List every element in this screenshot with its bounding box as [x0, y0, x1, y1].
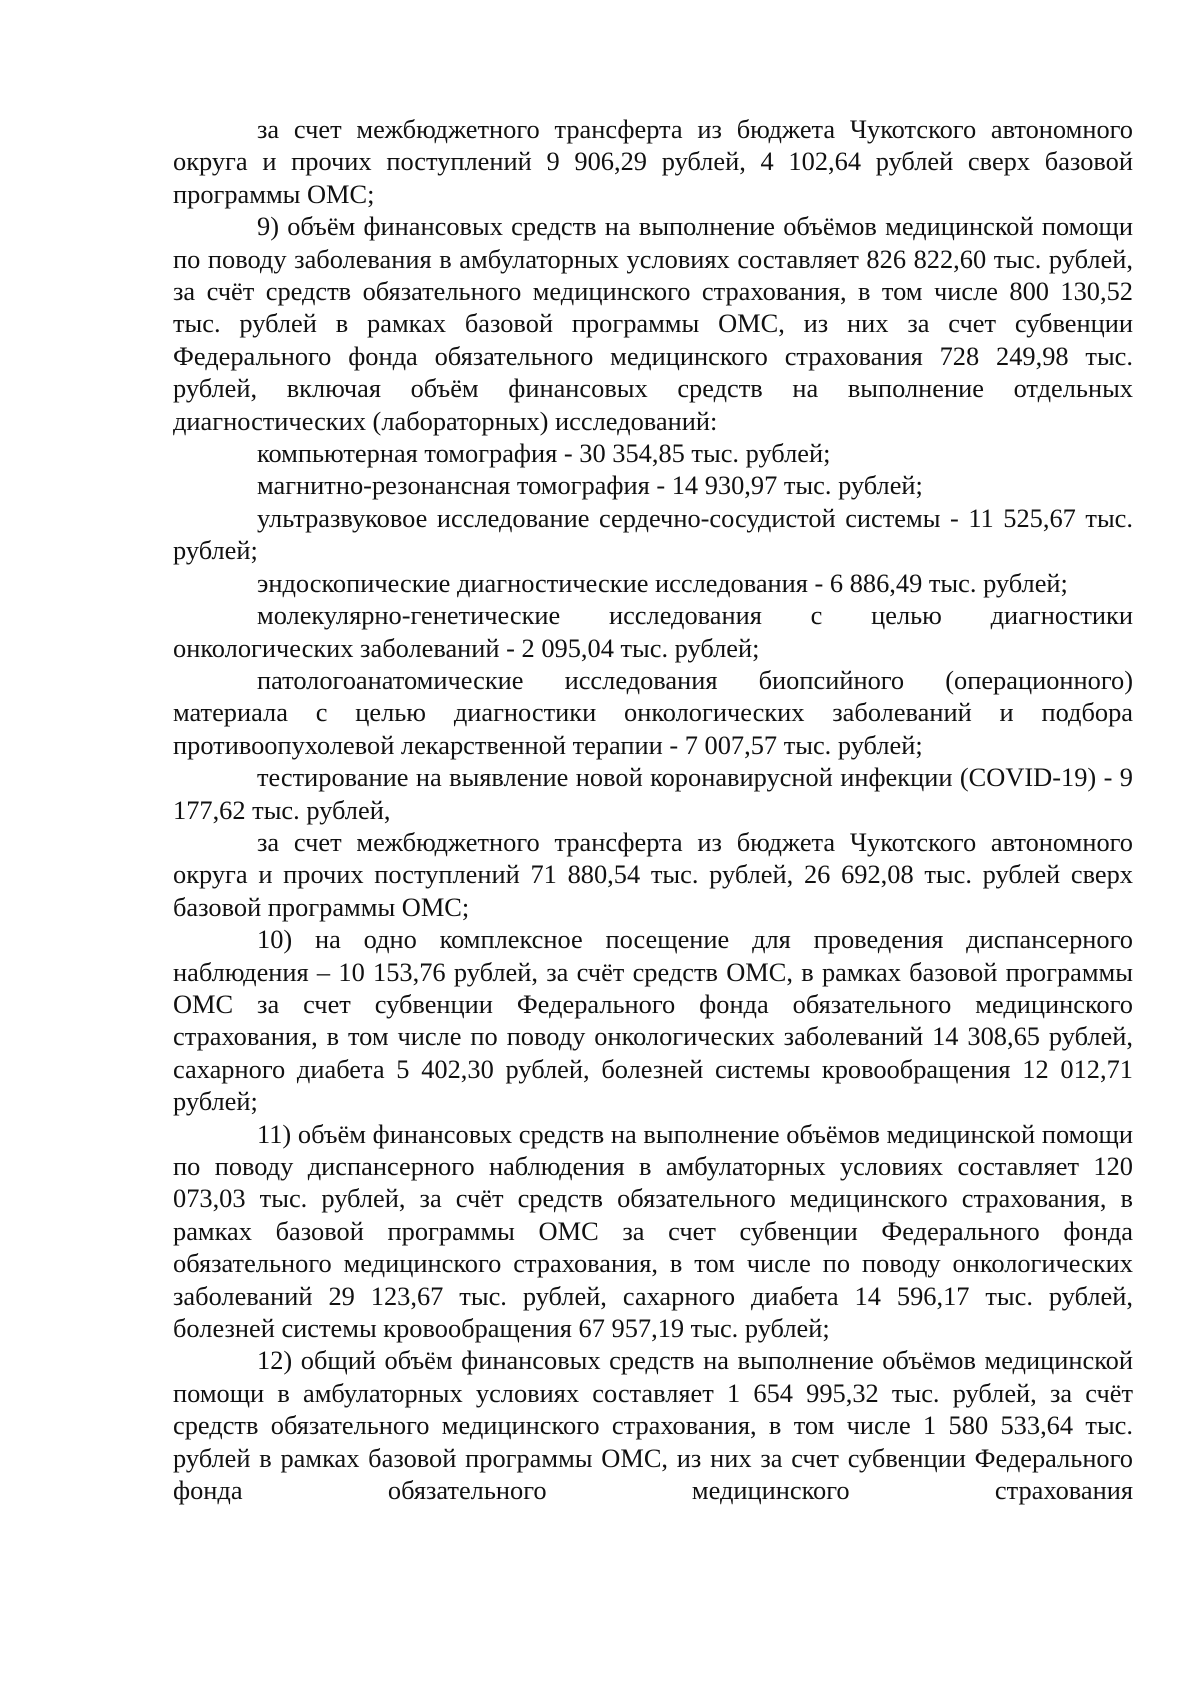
list-item-covid-testing: тестирование на выявление новой коронавирусной инфекции (COVID-19) - 9 177,62 тыс. рублей,	[173, 762, 1133, 825]
list-item-ct: компьютерная томография - 30 354,85 тыс. рублей;	[257, 438, 831, 469]
list-item-endoscopy: эндоскопические диагностические исследования - 6 886,49 тыс. рублей;	[257, 567, 1068, 598]
paragraph-item-12: 12) общий объём финансовых средств на выполнение объёмов медицинской помощи в амбулаторных условиях составляет 1 654 995,32 тыс. рублей, за счёт средств обязательного медицинского страхования, в том числе 1 580 533,64 тыс. рублей в рамках базовой программы ОМС, из них за счет субвенции Федерального фонда обязательного медицинского страхования	[173, 1345, 1133, 1506]
paragraph-transfer-2: за счет межбюджетного трансферта из бюджета Чукотского автономного округа и прочих поступлений 71 880,54 тыс. рублей, 26 692,08 тыс. рублей сверх базовой программы ОМС;	[173, 826, 1133, 922]
list-item-mri: магнитно-резонансная томография - 14 930,97 тыс. рублей;	[257, 470, 923, 501]
paragraph-transfer-1: за счет межбюджетного трансферта из бюджета Чукотского автономного округа и прочих поступлений 9 906,29 рублей, 4 102,64 рублей сверх базовой программы ОМС;	[173, 114, 1133, 209]
list-item-ultrasound: ультразвуковое исследование сердечно-сосудистой системы - 11 525,67 тыс. рублей;	[173, 502, 1133, 566]
paragraph-item-9: 9) объём финансовых средств на выполнение объёмов медицинской помощи по поводу заболевания в амбулаторных условиях составляет 826 822,60 тыс. рублей, за счёт средств обязательного медицинского страхования, в том числе 800 130,52 тыс. рублей в рамках базовой программы ОМС, из них за счет субвенции Федерального фонда обязательного медицинского страхования 728 249,98 тыс. рублей, включая объём финансовых средств на выполнение отдельных диагностических (лабораторных) исследований:	[173, 211, 1133, 436]
list-item-pathology: патологоанатомические исследования биопсийного (операционного) материала с целью диагностики онкологических заболеваний и подбора противоопухолевой лекарственной терапии - 7 007,57 тыс. рублей;	[173, 664, 1133, 760]
list-item-molecular-genetic: молекулярно-генетические исследования с целью диагностики онкологических заболеваний - 2 095,04 тыс. рублей;	[173, 600, 1133, 663]
paragraph-item-10: 10) на одно комплексное посещение для проведения диспансерного наблюдения – 10 153,76 рублей, за счёт средств ОМС, в рамках базовой программы ОМС за счет субвенции Федерального фонда обязательного медицинского страхования, в том числе по поводу онкологических заболеваний 14 308,65 рублей, сахарного диабета 5 402,30 рублей, болезней системы кровообращения 12 012,71 рублей;	[173, 924, 1133, 1117]
paragraph-item-11: 11) объём финансовых средств на выполнение объёмов медицинской помощи по поводу диспансерного наблюдения в амбулаторных условиях составляет 120 073,03 тыс. рублей, за счёт средств обязательного медицинского страхования, в рамках базовой программы ОМС за счет субвенции Федерального фонда обязательного медицинского страхования, в том числе по поводу онкологических заболеваний 29 123,67 тыс. рублей, сахарного диабета 14 596,17 тыс. рублей, болезней системы кровообращения 67 957,19 тыс. рублей;	[173, 1118, 1133, 1344]
document-page	[173, 113, 1133, 1506]
